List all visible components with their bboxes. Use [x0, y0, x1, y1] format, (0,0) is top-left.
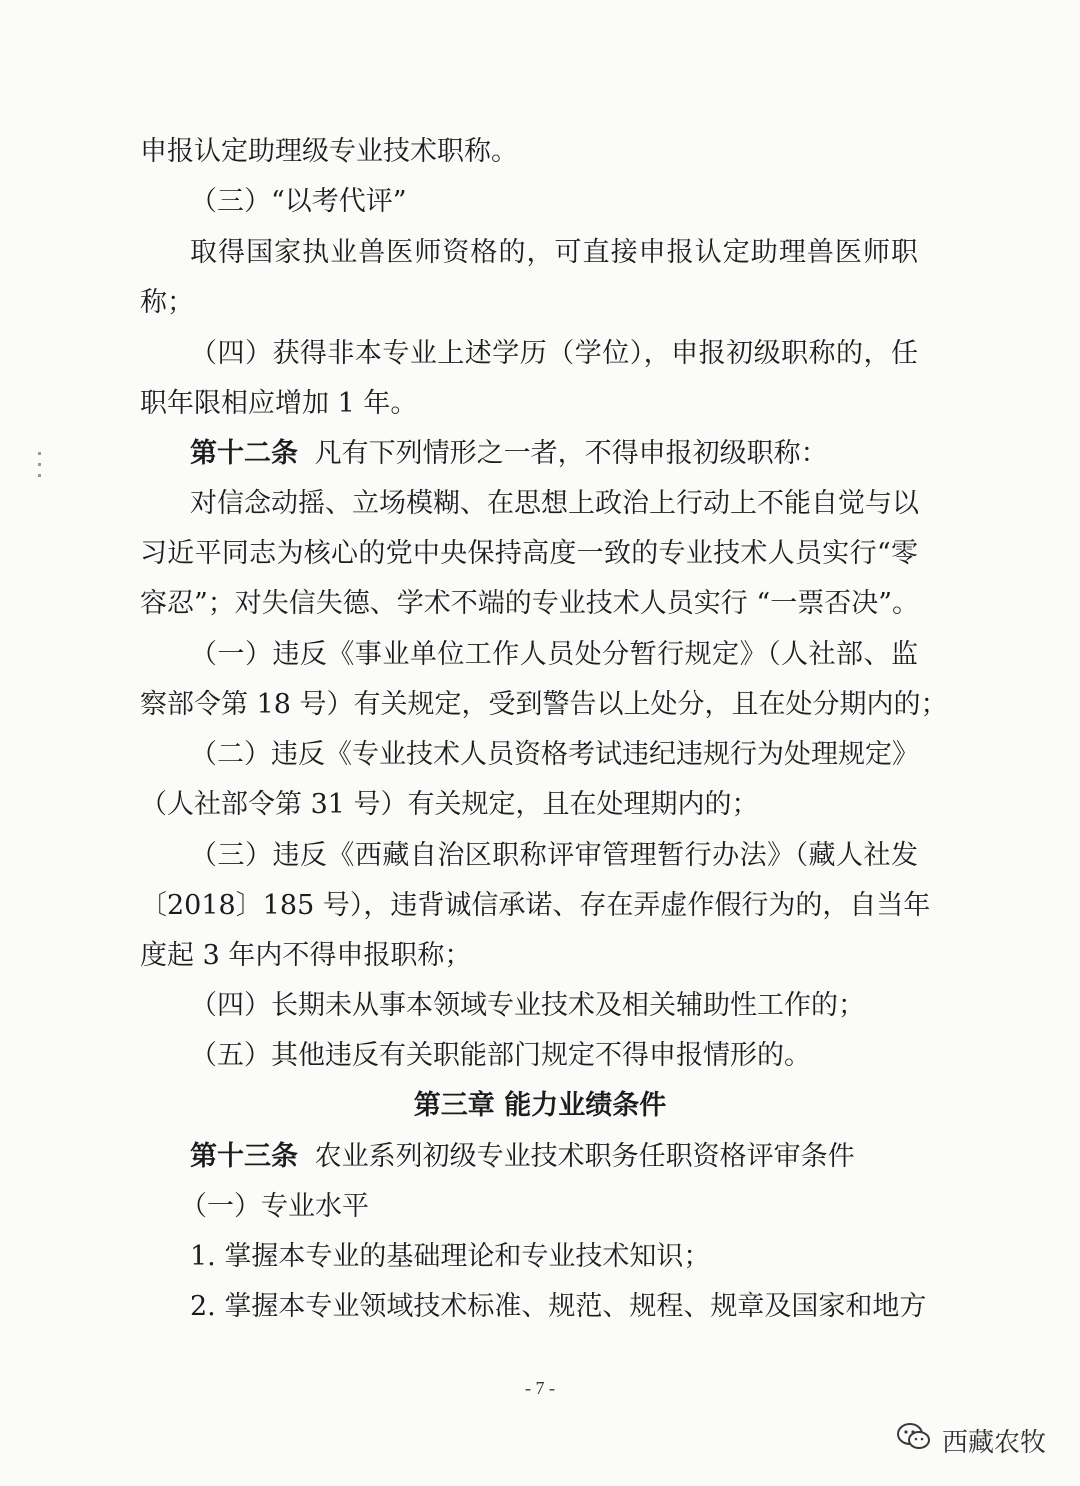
- paragraph-line: （一）违反《事业单位工作人员处分暂行规定》（人社部、监: [190, 639, 918, 670]
- paragraph-line: 申报认定助理级专业技术职称。: [140, 136, 518, 167]
- list-item: 2. 掌握本专业领域技术标准、规范、规程、规章及国家和地方: [190, 1291, 927, 1322]
- paragraph-line: （四）获得非本专业上述学历（学位），申报初级职称的，任: [190, 338, 918, 369]
- paragraph-line: 容忍”；对失信失德、学术不端的专业技术人员实行 “一票否决”。: [140, 588, 919, 619]
- paragraph-line: 〔2018〕185 号），违背诚信承诺、存在弄虚作假行为的，自当年: [140, 890, 931, 921]
- paragraph-line: （人社部令第 31 号）有关规定，且在处理期内的；: [140, 789, 759, 820]
- article-13-line: [190, 1137, 855, 1177]
- scan-edge-marks: [38, 452, 42, 482]
- paragraph-line: （三）违反《西藏自治区职称评审管理暂行办法》（藏人社发: [190, 840, 918, 871]
- article-13-label: 第十三条: [190, 1141, 298, 1172]
- paragraph-line: 对信念动摇、立场模糊、在思想上政治上行动上不能自觉与以: [190, 488, 919, 519]
- article-12-text: 凡有下列情形之一者，不得申报初级职称：: [314, 438, 828, 469]
- article-13-text: 农业系列初级专业技术职务任职资格评审条件: [314, 1141, 855, 1172]
- article-12-line: [190, 434, 828, 474]
- paragraph-line: （二）违反《专业技术人员资格考试违纪违规行为处理规定》: [190, 739, 919, 770]
- paragraph-line: 度起 3 年内不得申报职称；: [140, 940, 472, 971]
- paragraph-line: 取得国家执业兽医师资格的，可直接申报认定助理兽医师职: [190, 237, 918, 268]
- paragraph-line: 称；: [140, 287, 194, 318]
- wechat-watermark: [896, 1420, 1046, 1460]
- subsection-heading: （一）专业水平: [180, 1191, 369, 1222]
- page-number: - 7 -: [525, 1378, 555, 1398]
- section-heading-san: （三）“以考代评”: [190, 186, 407, 217]
- paragraph-line: 察部令第 18 号）有关规定，受到警告以上处分，且在处分期内的；: [140, 689, 948, 720]
- paragraph-line: （四）长期未从事本领域专业技术及相关辅助性工作的；: [190, 990, 865, 1021]
- list-item: 1. 掌握本专业的基础理论和专业技术知识；: [190, 1241, 711, 1272]
- chapter-heading: 第三章 能力业绩条件: [413, 1090, 667, 1121]
- article-12-label: 第十二条: [190, 438, 298, 469]
- paragraph-line: 职年限相应增加 1 年。: [140, 388, 418, 419]
- wechat-icon: [896, 1422, 932, 1459]
- watermark-text: 西藏农牧: [941, 1427, 1046, 1458]
- paragraph-line: （五）其他违反有关职能部门规定不得申报情形的。: [190, 1040, 811, 1071]
- paragraph-line: 习近平同志为核心的党中央保持高度一致的专业技术人员实行“零: [140, 538, 918, 569]
